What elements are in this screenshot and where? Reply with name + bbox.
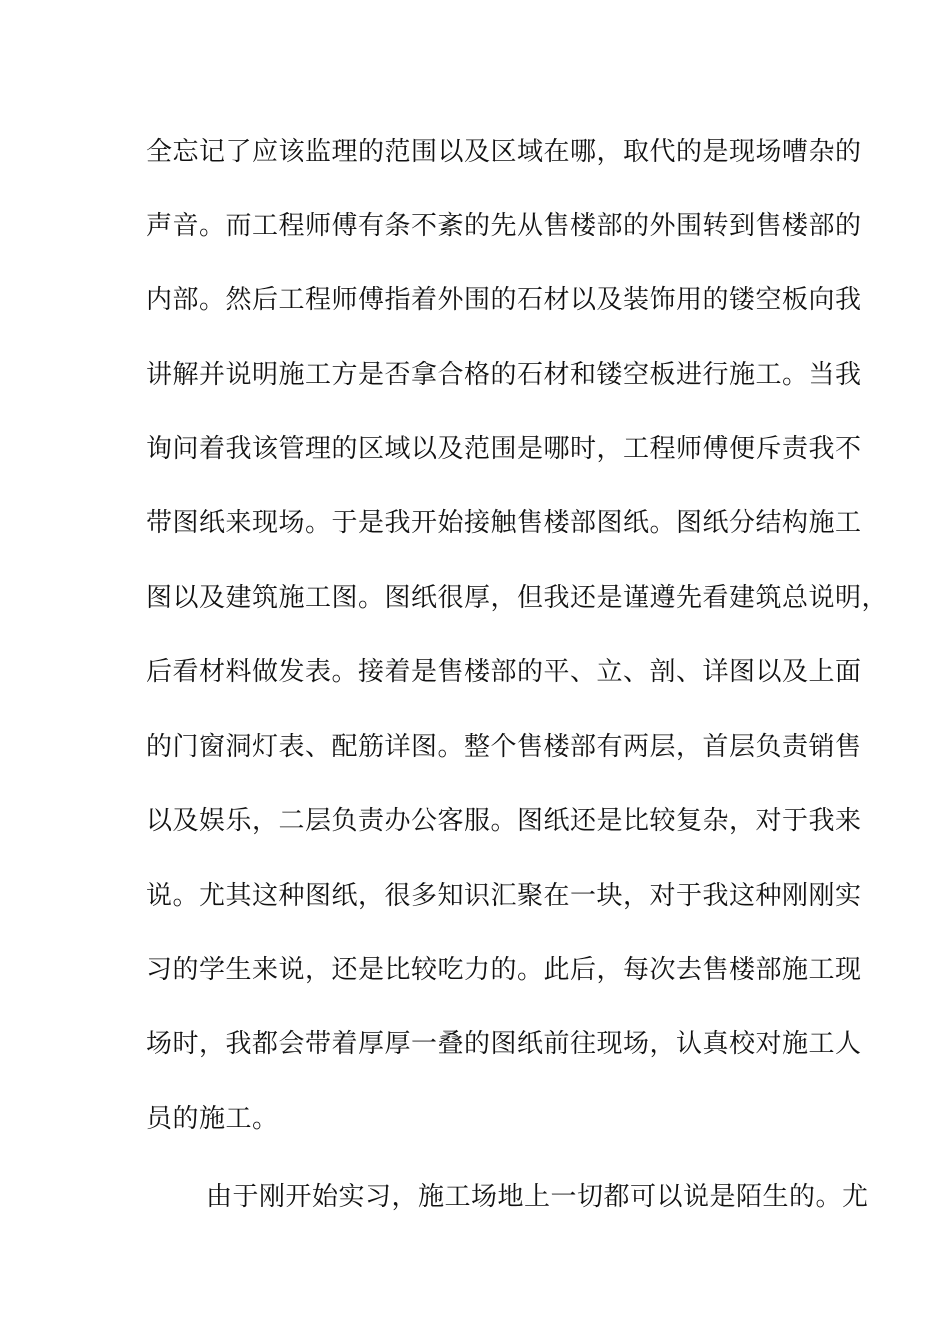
text-line-10: 以及娱乐，二层负责办公客服。图纸还是比较复杂，对于我来 — [146, 806, 862, 836]
text-line-3: 内部。然后工程师傅指着外围的石材以及装饰用的镂空板向我 — [146, 285, 862, 315]
text-line-4: 讲解并说明施工方是否拿合格的石材和镂空板进行施工。当我 — [146, 360, 862, 390]
text-line-9: 的门窗洞灯表、配筋详图。整个售楼部有两层，首层负责销售 — [146, 732, 862, 762]
text-line-6: 带图纸来现场。于是我开始接触售楼部图纸。图纸分结构施工 — [146, 508, 862, 538]
text-line-1: 全忘记了应该监理的范围以及区域在哪，取代的是现场嘈杂的 — [146, 137, 862, 167]
text-line-7: 图以及建筑施工图。图纸很厚，但我还是谨遵先看建筑总说明， — [146, 583, 889, 613]
text-line-5: 询问着我该管理的区域以及范围是哪时，工程师傅便斥责我不 — [146, 434, 862, 464]
text-line-15: 由于刚开始实习，施工场地上一切都可以说是陌生的。尤 — [206, 1182, 869, 1212]
text-line-13: 场时，我都会带着厚厚一叠的图纸前往现场，认真校对施工人 — [146, 1029, 862, 1059]
text-line-12: 习的学生来说，还是比较吃力的。此后，每次去售楼部施工现 — [146, 955, 862, 985]
text-line-2: 声音。而工程师傅有条不紊的先从售楼部的外围转到售楼部的 — [146, 211, 862, 241]
text-line-14: 员的施工。 — [146, 1104, 279, 1134]
text-line-11: 说。尤其这种图纸，很多知识汇聚在一块，对于我这种刚刚实 — [146, 881, 862, 911]
text-line-8: 后看材料做发表。接着是售楼部的平、立、剖、详图以及上面 — [146, 657, 862, 687]
